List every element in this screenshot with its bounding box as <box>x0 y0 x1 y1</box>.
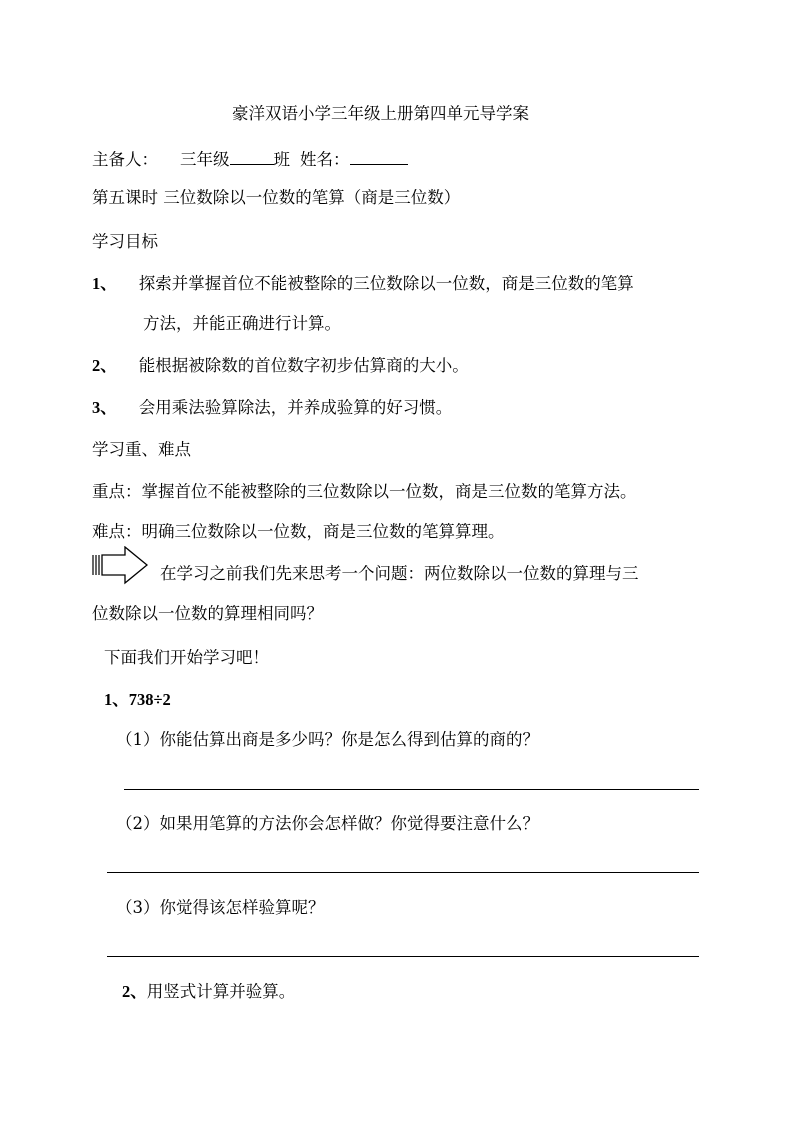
objective-2 <box>92 356 469 376</box>
objective-2-num: 2、 <box>92 356 117 375</box>
exercise-1-expression: 738÷2 <box>128 690 171 709</box>
objective-3-num: 3、 <box>92 398 117 417</box>
question-3-num: （3） <box>116 898 160 917</box>
objective-1-num: 1、 <box>92 274 117 293</box>
arrow-icon <box>92 546 148 586</box>
exercise-2 <box>122 982 295 1002</box>
objective-3-text: 会用乘法验算除法，并养成验算的好习惯。 <box>138 398 453 417</box>
objective-2-text: 能根据被除数的首位数字初步估算商的大小。 <box>138 356 469 375</box>
name-blank[interactable] <box>350 150 408 165</box>
question-1 <box>116 730 539 750</box>
class-suffix: 班 <box>273 150 290 169</box>
lesson-title: 第五课时 三位数除以一位数的笔算（商是三位数） <box>92 188 461 207</box>
objectives-heading: 学习目标 <box>92 232 158 251</box>
grade-prefix: 三年级 <box>180 150 230 169</box>
question-3 <box>116 898 325 918</box>
objective-1 <box>92 274 634 294</box>
key-point: 重点：掌握首位不能被整除的三位数除以一位数，商是三位数的笔算方法。 <box>92 482 637 501</box>
exercise-2-text: 用竖式计算并验算。 <box>146 982 296 1001</box>
exercise-1-header <box>104 690 171 710</box>
think-line1: 在学习之前我们先来思考一个问题：两位数除以一位数的算理与三 <box>160 564 639 583</box>
class-blank[interactable] <box>230 150 274 165</box>
think-line2: 位数除以一位数的算理相同吗？ <box>92 604 323 623</box>
difficult-point: 难点：明确三位数除以一位数，商是三位数的笔算算理。 <box>92 522 505 541</box>
exercise-2-num: 2、 <box>122 982 147 1001</box>
question-3-text: 你觉得该怎样验算呢？ <box>159 898 325 917</box>
name-label: 姓名： <box>300 150 350 169</box>
question-2-num: （2） <box>116 814 160 833</box>
question-2-text: 如果用笔算的方法你会怎样做？你觉得要注意什么？ <box>159 814 539 833</box>
answer-line-1[interactable] <box>124 789 699 790</box>
question-1-text: 你能估算出商是多少吗？你是怎么得到估算的商的？ <box>159 730 539 749</box>
objective-3 <box>92 398 452 418</box>
answer-line-2[interactable] <box>107 872 699 873</box>
question-2 <box>116 814 539 834</box>
page-title: 豪洋双语小学三年级上册第四单元导学案 <box>232 104 529 123</box>
start-text: 下面我们开始学习吧！ <box>104 648 269 667</box>
keypoints-heading: 学习重、难点 <box>92 440 191 459</box>
answer-line-3[interactable] <box>107 956 699 957</box>
objective-1-line2: 方法，并能正确进行计算。 <box>143 314 341 333</box>
exercise-1-num: 1、 <box>104 690 129 709</box>
question-1-num: （1） <box>116 730 160 749</box>
objective-1-line1: 探索并掌握首位不能被整除的三位数除以一位数，商是三位数的笔算 <box>138 274 634 293</box>
header-line <box>92 150 408 170</box>
preparer-label: 主备人： <box>92 150 158 169</box>
